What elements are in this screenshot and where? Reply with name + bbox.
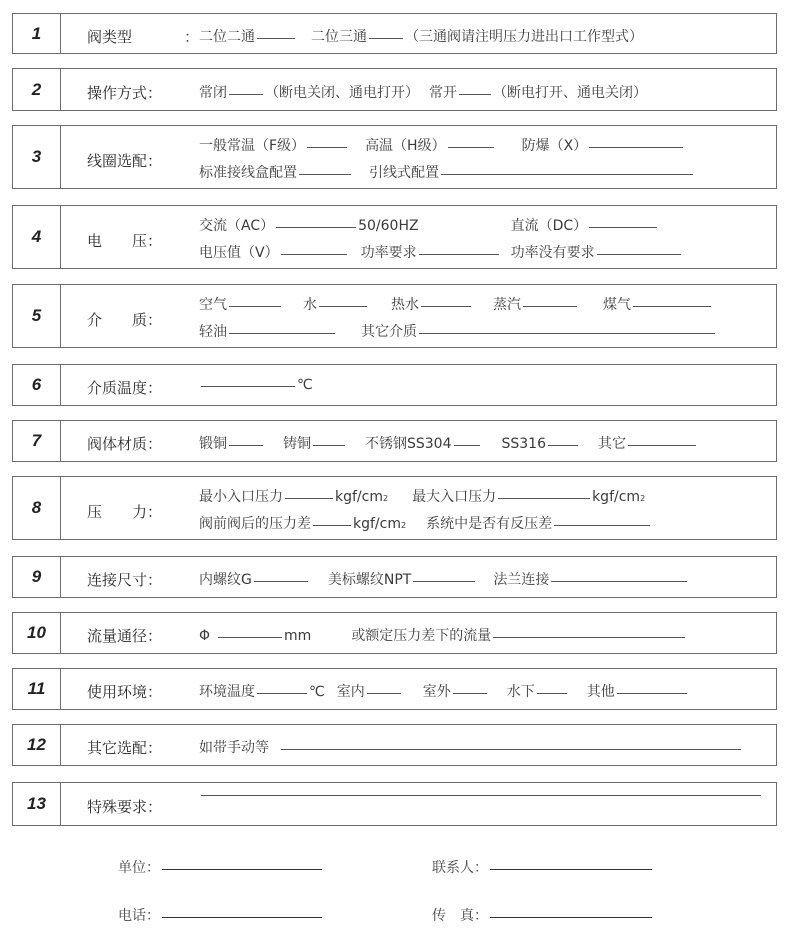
row-3-line-2 xyxy=(199,162,695,182)
option-cast-brass: 铸铜 xyxy=(283,436,311,452)
blank-field[interactable] xyxy=(459,93,491,95)
max-inlet-pressure-label: 最大入口压力 xyxy=(412,489,497,505)
row-number: 10 xyxy=(13,613,61,653)
form-row-11 xyxy=(12,668,777,710)
row-label-medium: 介 质： xyxy=(87,311,163,329)
option-ss304: 不锈钢SS304 xyxy=(365,436,452,452)
option-gas: 煤气 xyxy=(603,297,631,313)
blank-field[interactable] xyxy=(276,226,356,228)
phone-label: 电话： xyxy=(118,908,160,924)
form-row-12 xyxy=(12,724,777,766)
row-label-body-material: 阀体材质： xyxy=(87,435,163,453)
row-8-line-2 xyxy=(199,513,652,533)
blank-field[interactable] xyxy=(617,692,687,694)
option-dc: 直流（DC） xyxy=(510,218,588,234)
option-junction-box: 标准接线盒配置 xyxy=(199,165,297,181)
row-number: 7 xyxy=(13,421,61,461)
blank-field[interactable] xyxy=(229,305,281,307)
fax-label: 传 真： xyxy=(432,908,488,924)
footer-fax xyxy=(432,905,654,925)
blank-field[interactable] xyxy=(548,444,578,446)
option-outdoor: 室外 xyxy=(422,684,451,700)
form-row-8 xyxy=(12,476,777,540)
voltage-value-label: 电压值（V） xyxy=(199,245,279,261)
blank-field[interactable] xyxy=(229,93,263,95)
option-lead-wire: 引线式配置 xyxy=(369,165,439,181)
row-number: 11 xyxy=(13,669,61,709)
blank-field[interactable] xyxy=(281,253,347,255)
option-indoor: 室内 xyxy=(336,684,365,700)
form-row-3 xyxy=(12,125,777,189)
row-label-flow-diameter: 流量通径： xyxy=(87,627,163,645)
form-row-1 xyxy=(12,13,777,54)
option-other-material: 其它 xyxy=(598,436,626,452)
option-other-medium: 其它介质 xyxy=(361,324,417,340)
option-forged-brass: 锻铜 xyxy=(199,436,227,452)
blank-field[interactable] xyxy=(313,444,345,446)
blank-field[interactable] xyxy=(218,636,282,638)
row-4-line-1 xyxy=(199,215,659,235)
blank-field[interactable] xyxy=(523,305,577,307)
form-row-4 xyxy=(12,205,777,269)
power-required-label: 功率要求 xyxy=(360,245,417,261)
option-2pos-3way: 二位三通 xyxy=(311,29,367,45)
footer-contact xyxy=(432,857,654,877)
row-label-valve-type: 阀类型 xyxy=(87,28,133,46)
row-label-coil: 线圈选配： xyxy=(87,152,163,170)
power-not-required-label: 功率没有要求 xyxy=(510,245,595,261)
diameter-symbol: Φ xyxy=(199,628,211,644)
blank-field[interactable] xyxy=(589,146,683,148)
blank-field[interactable] xyxy=(537,692,567,694)
row-number: 9 xyxy=(13,557,61,597)
option-hot-water: 热水 xyxy=(391,297,419,313)
blank-field[interactable] xyxy=(421,305,471,307)
blank-field[interactable] xyxy=(597,253,681,255)
blank-field[interactable] xyxy=(201,385,295,387)
blank-field[interactable] xyxy=(441,173,693,175)
row-number: 13 xyxy=(13,783,61,825)
blank-field[interactable] xyxy=(453,692,487,694)
form-row-10 xyxy=(12,612,777,654)
row-label-medium-temp: 介质温度： xyxy=(87,379,163,397)
row-11-line xyxy=(199,681,689,701)
blank-field[interactable] xyxy=(285,497,333,499)
blank-field[interactable] xyxy=(229,444,263,446)
blank-field[interactable] xyxy=(367,692,401,694)
option-underwater: 水下 xyxy=(506,684,535,700)
blank-field[interactable] xyxy=(554,524,650,526)
form-row-13 xyxy=(12,782,777,826)
blank-field[interactable] xyxy=(589,226,657,228)
row-8-line-1 xyxy=(199,486,645,506)
option-2way-2pos: 二位二通 xyxy=(199,29,255,45)
row-6-line xyxy=(199,377,313,393)
row-number: 12 xyxy=(13,725,61,765)
row-label-voltage: 电 压： xyxy=(87,232,163,250)
blank-field[interactable] xyxy=(313,524,351,526)
row-7-line xyxy=(199,433,698,453)
row-5-line-2 xyxy=(199,321,717,341)
option-air: 空气 xyxy=(199,297,227,313)
row-number: 3 xyxy=(13,126,61,188)
row-10-line xyxy=(199,625,687,645)
row-5-line-1 xyxy=(199,294,713,314)
unit-field[interactable] xyxy=(162,868,322,870)
row-12-line xyxy=(199,737,743,757)
blank-field[interactable] xyxy=(307,146,347,148)
phone-field[interactable] xyxy=(162,916,322,918)
form-row-5 xyxy=(12,284,777,348)
blank-field[interactable] xyxy=(201,794,761,796)
option-ss316: SS316 xyxy=(501,436,546,452)
option-light-oil: 轻油 xyxy=(199,324,227,340)
option-steam: 蒸汽 xyxy=(493,297,521,313)
blank-field[interactable] xyxy=(413,580,475,582)
option-other-env: 其他 xyxy=(586,684,615,700)
row-number: 6 xyxy=(13,365,61,405)
blank-field[interactable] xyxy=(369,37,403,39)
row-label-other-options: 其它选配： xyxy=(87,739,163,757)
option-normally-closed: 常闭 xyxy=(199,85,227,101)
row-9-line xyxy=(199,569,689,589)
note-nc: （断电关闭、通电打开） xyxy=(265,85,419,101)
blank-field[interactable] xyxy=(281,748,741,750)
pressure-unit: kgf/cm xyxy=(592,489,641,505)
footer-phone xyxy=(118,905,324,925)
row-label-colon: ： xyxy=(184,28,200,46)
pressure-diff-label: 阀前阀后的压力差 xyxy=(199,516,311,532)
blank-field[interactable] xyxy=(633,305,711,307)
option-flange: 法兰连接 xyxy=(493,572,550,588)
row-number: 8 xyxy=(13,477,61,539)
blank-field[interactable] xyxy=(628,444,696,446)
blank-field[interactable] xyxy=(419,332,715,334)
row-label-connection: 连接尺寸： xyxy=(87,571,163,589)
min-inlet-pressure-label: 最小入口压力 xyxy=(199,489,283,505)
contact-label: 联系人： xyxy=(432,860,488,876)
pressure-unit: kgf/cm xyxy=(353,516,401,532)
row-2-line xyxy=(199,82,647,102)
blank-field[interactable] xyxy=(498,497,590,499)
row-number: 1 xyxy=(13,14,61,53)
option-ac: 交流（AC） xyxy=(199,218,275,234)
form-row-6 xyxy=(12,364,777,406)
superscript-2: 2 xyxy=(382,494,389,503)
blank-field[interactable] xyxy=(319,305,367,307)
unit-mm: mm xyxy=(284,628,312,644)
superscript-2: 2 xyxy=(640,494,646,503)
row-13-line xyxy=(199,796,763,798)
back-pressure-label: 系统中是否有反压差 xyxy=(426,516,553,532)
blank-field[interactable] xyxy=(257,37,295,39)
form-row-2 xyxy=(12,68,777,111)
row-number: 5 xyxy=(13,285,61,347)
fax-field[interactable] xyxy=(490,916,652,918)
pressure-unit: kgf/cm xyxy=(335,489,383,505)
celsius-unit: ℃ xyxy=(297,377,313,393)
note-3way: （三通阀请注明压力进出口工作型式） xyxy=(405,29,643,45)
blank-field[interactable] xyxy=(229,332,335,334)
form-row-7 xyxy=(12,420,777,462)
rated-flow-label: 或额定压力差下的流量 xyxy=(351,628,492,644)
superscript-2: 2 xyxy=(400,521,407,530)
row-1-line xyxy=(199,26,643,46)
row-label-operation: 操作方式： xyxy=(87,84,163,102)
option-class-f: 一般常温（F级） xyxy=(199,138,306,154)
footer-unit xyxy=(118,857,324,877)
ambient-temp-label: 环境温度 xyxy=(199,684,255,700)
option-explosion-proof: 防爆（X） xyxy=(521,138,588,154)
blank-field[interactable] xyxy=(299,173,351,175)
blank-field[interactable] xyxy=(493,636,685,638)
row-label-pressure: 压 力： xyxy=(87,503,163,521)
frequency-label: 50/60HZ xyxy=(358,218,419,234)
manual-override-hint: 如带手动等 xyxy=(199,740,269,756)
row-label-environment: 使用环境： xyxy=(87,683,163,701)
contact-field[interactable] xyxy=(490,868,652,870)
option-water: 水 xyxy=(303,297,317,313)
blank-field[interactable] xyxy=(257,692,307,694)
row-4-line-2 xyxy=(199,242,683,262)
blank-field[interactable] xyxy=(254,580,308,582)
row-label-special-requirements: 特殊要求： xyxy=(87,798,163,816)
blank-field[interactable] xyxy=(419,253,499,255)
option-npt: 美标螺纹NPT xyxy=(327,572,412,588)
note-no: （断电打开、通电关闭） xyxy=(493,85,647,101)
blank-field[interactable] xyxy=(454,444,480,446)
option-internal-thread-g: 内螺纹G xyxy=(199,572,252,588)
celsius-unit: ℃ xyxy=(309,684,325,700)
blank-field[interactable] xyxy=(551,580,687,582)
unit-label: 单位： xyxy=(118,860,160,876)
row-number: 4 xyxy=(13,206,61,268)
option-normally-open: 常开 xyxy=(429,85,457,101)
row-number: 2 xyxy=(13,69,61,110)
form-row-9 xyxy=(12,556,777,598)
blank-field[interactable] xyxy=(448,146,494,148)
row-3-line-1 xyxy=(199,135,685,155)
option-class-h: 高温（H级） xyxy=(365,138,446,154)
